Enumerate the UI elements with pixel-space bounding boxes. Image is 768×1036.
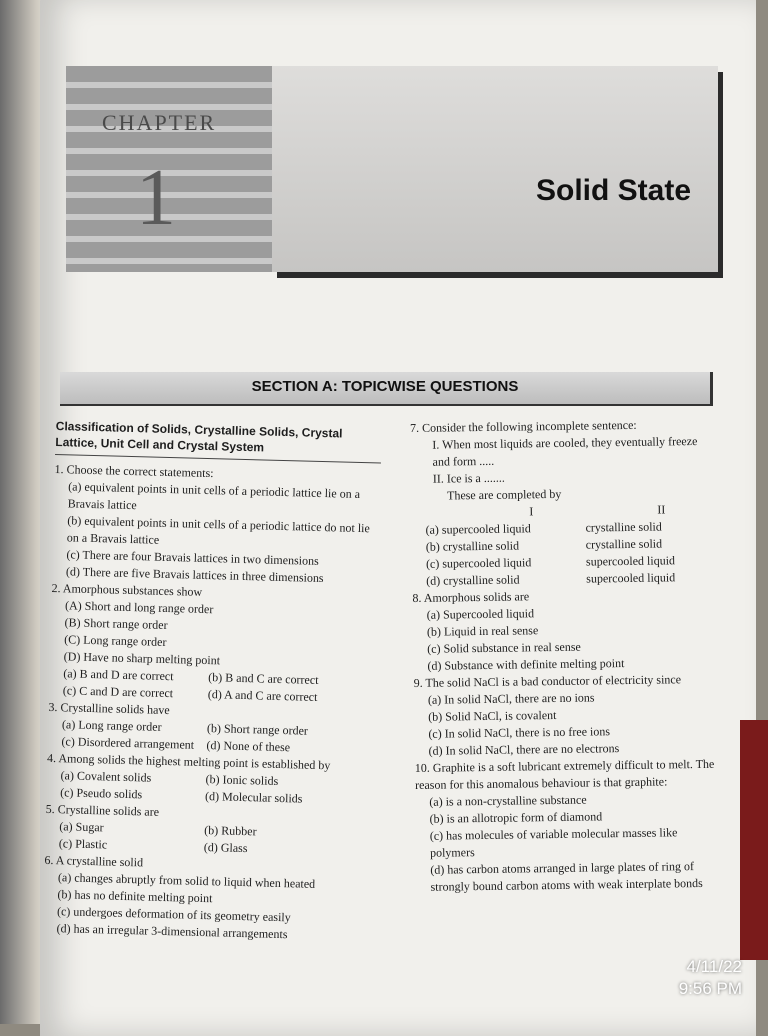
option-d: (d) There are five Bravais lattices in three dimensions [65,564,324,586]
option-b: (b) Ionic solids [205,772,279,788]
option-c: (c) Plastic [58,836,108,852]
option-c: (c) Disordered arrangement [61,734,195,752]
option-c: (c) has molecules of variable molecular masses like polymers [429,825,678,860]
statement-C: (C) Long range order [64,632,167,649]
option-a: (a) B and D are correct [63,666,174,684]
timestamp-time: 9:56 PM [678,979,742,998]
section-title: SECTION A: TOPICWISE QUESTIONS [251,378,519,395]
chapter-number: 1 [136,154,176,242]
question-9 [414,671,717,760]
option-d: (d) has an irregular 3-dimensional arrangements [56,921,288,942]
right-column [410,416,719,896]
option-c: (c) Solid substance in real sense [427,639,581,656]
left-column [42,418,381,945]
question-stem: 4. Among solids the highest melting point is established by [46,750,331,773]
option-b: (b) Rubber [204,823,257,839]
option-d-col1: (d) crystalline solid [426,572,520,588]
sentence-ii: II. Ice is a ....... [432,470,505,486]
red-bookmark [740,720,768,960]
statement-A: (A) Short and long range order [64,598,214,617]
question-7 [410,416,714,590]
option-a: (a) changes abruptly from solid to liquid when heated [57,870,316,891]
question-stem: 9. The solid NaCl is a bad conductor of electricity since [413,672,682,690]
column-header-1: I [529,504,534,519]
completion-note: These are completed by [446,486,562,503]
option-d: (d) In solid NaCl, there are no electrons [428,741,620,758]
option-a: (a) Covalent solids [60,768,152,785]
column-headers [481,501,713,521]
option-c: (c) C and D are correct [62,683,174,701]
sentence-i: I. When most liquids are cooled, they eventually freeze and form ..... [432,433,698,469]
column-header-2: II [657,502,666,517]
option-a: (a) Long range order [61,717,162,734]
option-d: (d) Glass [203,840,248,856]
topic-heading: Classification of Solids, Crystalline Solids, Crystal Lattice, Unit Cell and Crystal System [55,418,382,464]
option-d-col2: supercooled liquid [586,570,676,586]
option-a-col2: crystalline solid [585,519,662,535]
chapter-label: CHAPTER [102,110,217,135]
question-stem: 3. Crystalline solids have [48,699,170,718]
photo-timestamp [679,956,742,1000]
question-4 [46,750,373,810]
chapter-title: Solid State [536,174,692,207]
statement-B: (B) Short range order [64,615,168,632]
question-stem: 10. Graphite is a soft lubricant extremely difficult to melt. The reason for this anomalous behaviour is that graphite: [414,756,715,792]
question-8 [412,586,715,675]
question-3 [47,699,374,759]
option-b-col2: crystalline solid [585,536,663,552]
option-c: (c) undergoes deformation of its geometry easily [56,904,291,925]
option-c: (c) There are four Bravais lattices in two dimensions [66,547,319,568]
option-c: (c) In solid NaCl, there is no free ions [428,724,611,741]
option-b: (b) equivalent points in unit cells of a periodic lattice do not lie on a Bravais lattice [66,513,370,547]
option-d: (d) Substance with definite melting point [427,656,625,673]
question-10 [415,756,719,896]
option-a: (a) Supercooled liquid [426,606,535,622]
option-d: (d) Molecular solids [204,789,303,806]
option-a: (a) In solid NaCl, there are no ions [427,690,595,707]
question-6 [42,852,370,946]
question-stem: 5. Crystalline solids are [45,801,160,819]
question-1 [52,461,381,588]
question-stem: 8. Amorphous solids are [412,589,530,605]
option-c-col2: supercooled liquid [585,553,676,569]
question-stem: 2. Amorphous substances show [51,580,203,599]
question-stem: 6. A crystalline solid [44,852,144,870]
option-c: (c) Pseudo solids [60,785,143,802]
question-stem: 1. Choose the correct statements: [54,461,214,481]
option-a: (a) Sugar [59,819,104,835]
option-a-col1: (a) supercooled liquid [425,521,531,537]
title-box [272,66,718,272]
option-b: (b) Liquid in real sense [426,623,539,639]
option-a: (a) equivalent points in unit cells of a periodic lattice lie on a Bravais lattice [67,479,361,513]
option-b: (b) has no definite melting point [57,887,213,906]
option-b: (b) Solid NaCl, is covalent [428,707,557,724]
option-c-col1: (c) supercooled liquid [425,555,532,571]
chapter-banner [66,66,722,296]
timestamp-date: 4/11/22 [686,957,742,976]
question-5 [45,801,372,861]
option-d: (d) A and C are correct [207,687,318,704]
option-b-col1: (b) crystalline solid [425,538,520,554]
section-bar [60,372,713,406]
question-stem: 7. Consider the following incomplete sentence: [410,417,637,435]
option-b: (b) is an allotropic form of diamond [429,809,603,826]
option-b: (b) Short range order [206,721,309,738]
option-d: (d) has carbon atoms arranged in large plates of ring of strongly bound carbon atoms with weak interplate bonds [430,859,703,894]
question-2 [49,580,378,707]
option-a: (a) is a non-crystalline substance [429,792,587,809]
option-b: (b) B and C are correct [208,670,319,687]
statement-D: (D) Have no sharp melting point [63,649,221,668]
option-d: (d) None of these [206,738,291,755]
